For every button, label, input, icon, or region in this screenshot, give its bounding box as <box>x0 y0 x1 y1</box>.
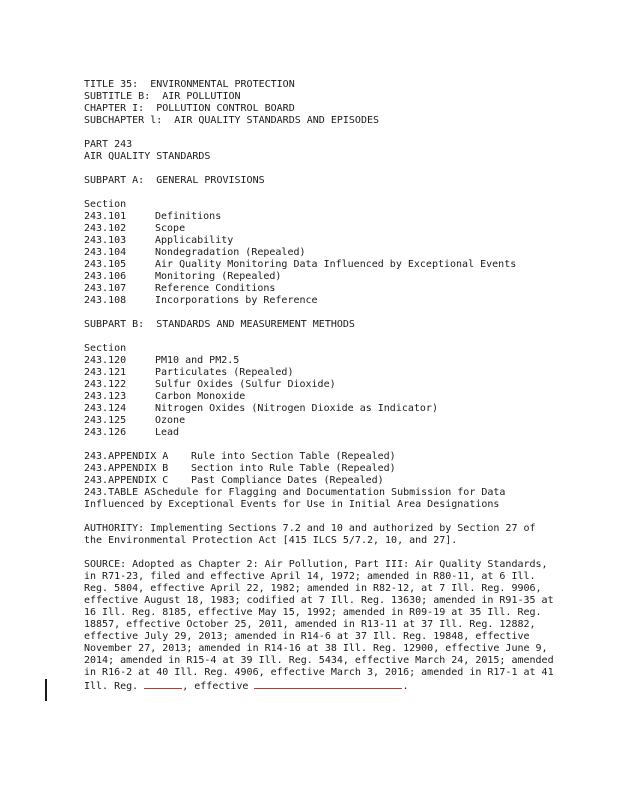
subpart-b-section-list <box>84 355 554 439</box>
section-row <box>84 271 554 283</box>
section-row <box>84 283 554 295</box>
section-number: 243.106 <box>84 271 127 282</box>
section-row <box>84 223 554 235</box>
subpart-a-section-list <box>84 211 554 307</box>
section-label: Section <box>84 199 127 210</box>
section-title: Carbon Monoxide <box>155 391 246 402</box>
part-number: PART 243 <box>84 139 133 150</box>
section-title: Sulfur Oxides (Sulfur Dioxide) <box>155 379 336 390</box>
source-text: SOURCE: Adopted as Chapter 2: Air Pollution, Part III: Air Quality Standards, in R71-23, filed and effective April 14, 1972; amended in R80-11, at 6 Ill. Reg. 5804, effective April 22, 1982; amended in R82-12, at 7 Ill. Reg. 9906, effective August 18, 1983; codified at 7 Ill. Reg. 13630; amended in R91-35 at 16 Ill. Reg. 8185, effective May 15, 1992; amended in R09-19 at 35 Ill. Reg. 18857, effective October 25, 2011, amended in R13-11 at 37 Ill. Reg. 12882, effective July 29, 2013; amended in R14-6 at 37 Ill. Reg. 19848, effective November 27, 2013; amended in R14-16 at 38 Ill. Reg. 12900, effective June 9, 2014; amended in R15-4 at 39 Ill. Reg. 5434, effective March 24, 2015; amended in R16-2 at 40 Ill. Reg. 4906, effective March 3, 2016; amended in R17-1 at 41 Ill. Reg. <box>84 559 554 692</box>
section-row <box>84 235 554 247</box>
part-name: AIR QUALITY STANDARDS <box>84 151 211 162</box>
section-number: 243.108 <box>84 295 127 306</box>
section-number: 243.123 <box>84 391 127 402</box>
section-row <box>84 451 554 463</box>
section-number: 243.121 <box>84 367 127 378</box>
section-number: 243.122 <box>84 379 127 390</box>
section-row <box>84 475 554 487</box>
section-title: Nitrogen Oxides (Nitrogen Dioxide as Indicator) <box>155 403 438 414</box>
section-row <box>84 211 554 223</box>
section-label: Section <box>84 343 127 354</box>
section-title: Ozone <box>155 415 186 426</box>
section-row <box>84 259 554 271</box>
section-row <box>84 247 554 259</box>
effective-date-blank[interactable] <box>254 679 402 689</box>
table-a-line-2: Influenced by Exceptional Events for Use in Initial Area Designations <box>84 499 500 510</box>
section-title: Nondegradation (Repealed) <box>155 247 306 258</box>
appendix-list <box>84 451 554 487</box>
section-row <box>84 367 554 379</box>
section-row <box>84 355 554 367</box>
section-row <box>84 427 554 439</box>
subpart-a-heading: SUBPART A: GENERAL PROVISIONS <box>84 175 265 186</box>
section-row <box>84 403 554 415</box>
subchapter-line: SUBCHAPTER l: AIR QUALITY STANDARDS AND EPISODES <box>84 115 380 126</box>
section-number: 243.101 <box>84 211 127 222</box>
authority-note: AUTHORITY: Implementing Sections 7.2 and 10 and authorized by Section 27 of the Environmental Protection Act [415 ILCS 5/7.2, 10, and 27]. <box>84 523 536 546</box>
register-page-blank[interactable] <box>144 679 182 689</box>
section-row <box>84 415 554 427</box>
section-number: 243.APPENDIX C <box>84 475 169 486</box>
section-title: Lead <box>155 427 180 438</box>
section-row <box>84 295 554 307</box>
section-row <box>84 391 554 403</box>
source-effective: , effective <box>182 681 249 692</box>
section-title: Reference Conditions <box>155 283 276 294</box>
section-title: Section into Rule Table (Repealed) <box>191 463 396 474</box>
section-row <box>84 379 554 391</box>
subpart-b-heading: SUBPART B: STANDARDS AND MEASUREMENT METHODS <box>84 319 355 330</box>
section-title: Air Quality Monitoring Data Influenced by Exceptional Events <box>155 259 517 270</box>
section-number: 243.125 <box>84 415 127 426</box>
document-page <box>84 79 554 693</box>
section-title: Past Compliance Dates (Repealed) <box>191 475 384 486</box>
table-a-line-1: 243.TABLE ASchedule for Flagging and Documentation Submission for Data <box>84 487 506 498</box>
section-title: Rule into Section Table (Repealed) <box>191 451 396 462</box>
section-title: Applicability <box>155 235 234 246</box>
section-number: 243.124 <box>84 403 127 414</box>
section-number: 243.126 <box>84 427 127 438</box>
revision-margin-bar <box>45 679 47 701</box>
section-title: Monitoring (Repealed) <box>155 271 282 282</box>
section-number: 243.102 <box>84 223 127 234</box>
section-number: 243.APPENDIX B <box>84 463 169 474</box>
section-title: PM10 and PM2.5 <box>155 355 240 366</box>
section-number: 243.APPENDIX A <box>84 451 169 462</box>
title-line: TITLE 35: ENVIRONMENTAL PROTECTION <box>84 79 295 90</box>
source-end: . <box>402 681 409 692</box>
section-number: 243.103 <box>84 235 127 246</box>
subtitle-line: SUBTITLE B: AIR POLLUTION <box>84 91 241 102</box>
section-row <box>84 463 554 475</box>
source-note <box>84 559 554 693</box>
section-number: 243.120 <box>84 355 127 366</box>
section-title: Particulates (Repealed) <box>155 367 294 378</box>
section-title: Scope <box>155 223 186 234</box>
section-title: Incorporations by Reference <box>155 295 318 306</box>
chapter-line: CHAPTER I: POLLUTION CONTROL BOARD <box>84 103 295 114</box>
section-title: Definitions <box>155 211 222 222</box>
section-number: 243.105 <box>84 259 127 270</box>
section-number: 243.107 <box>84 283 127 294</box>
section-number: 243.104 <box>84 247 127 258</box>
